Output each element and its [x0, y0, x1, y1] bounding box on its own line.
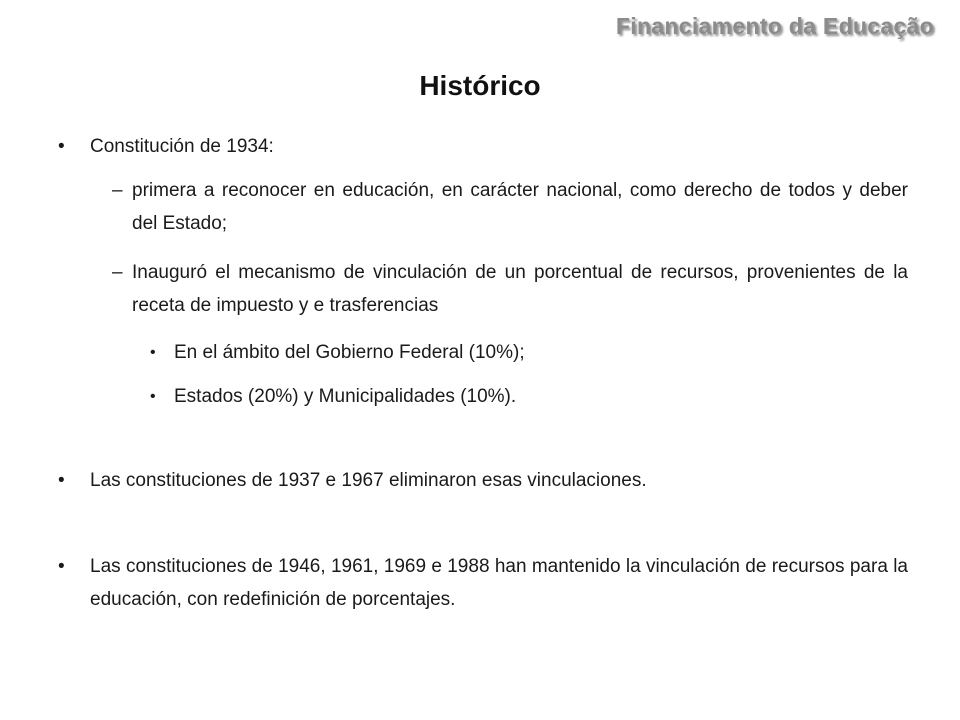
sub-bullet-marker: •: [150, 388, 156, 405]
bullet-marker: •: [58, 136, 65, 157]
bullet-2-text: Las constituciones de 1937 e 1967 eliminaron esas vinculaciones.: [90, 470, 647, 491]
sub-sub-item-2-text: Estados (20%) y Municipalidades (10%).: [174, 386, 517, 407]
sub-bullet-marker: •: [150, 344, 156, 361]
bullet-3-text: Las constituciones de 1946, 1961, 1969 e 1988 han mantenido la vinculación de recursos para la educación, con redefinición de porcentajes.: [90, 556, 908, 610]
slide-title: Histórico: [419, 70, 541, 101]
sub-sub-item-1-text: En el ámbito del Gobierno Federal (10%);: [174, 342, 525, 363]
bullet-1-text: Constitución de 1934:: [90, 136, 274, 157]
sub-item-1-text: primera a reconocer en educación, en carácter nacional, como derecho de todos y deber del Estado;: [132, 180, 908, 234]
header-title: Financiamento da Educação: [615, 13, 934, 39]
dash-marker: –: [112, 180, 123, 201]
bullet-marker: •: [58, 556, 65, 577]
dash-marker: –: [112, 262, 123, 283]
bullet-marker: •: [58, 470, 65, 491]
sub-item-2-text: Inauguró el mecanismo de vinculación de un porcentual de recursos, provenientes de la receta de impuesto y e trasferencias: [132, 262, 908, 316]
